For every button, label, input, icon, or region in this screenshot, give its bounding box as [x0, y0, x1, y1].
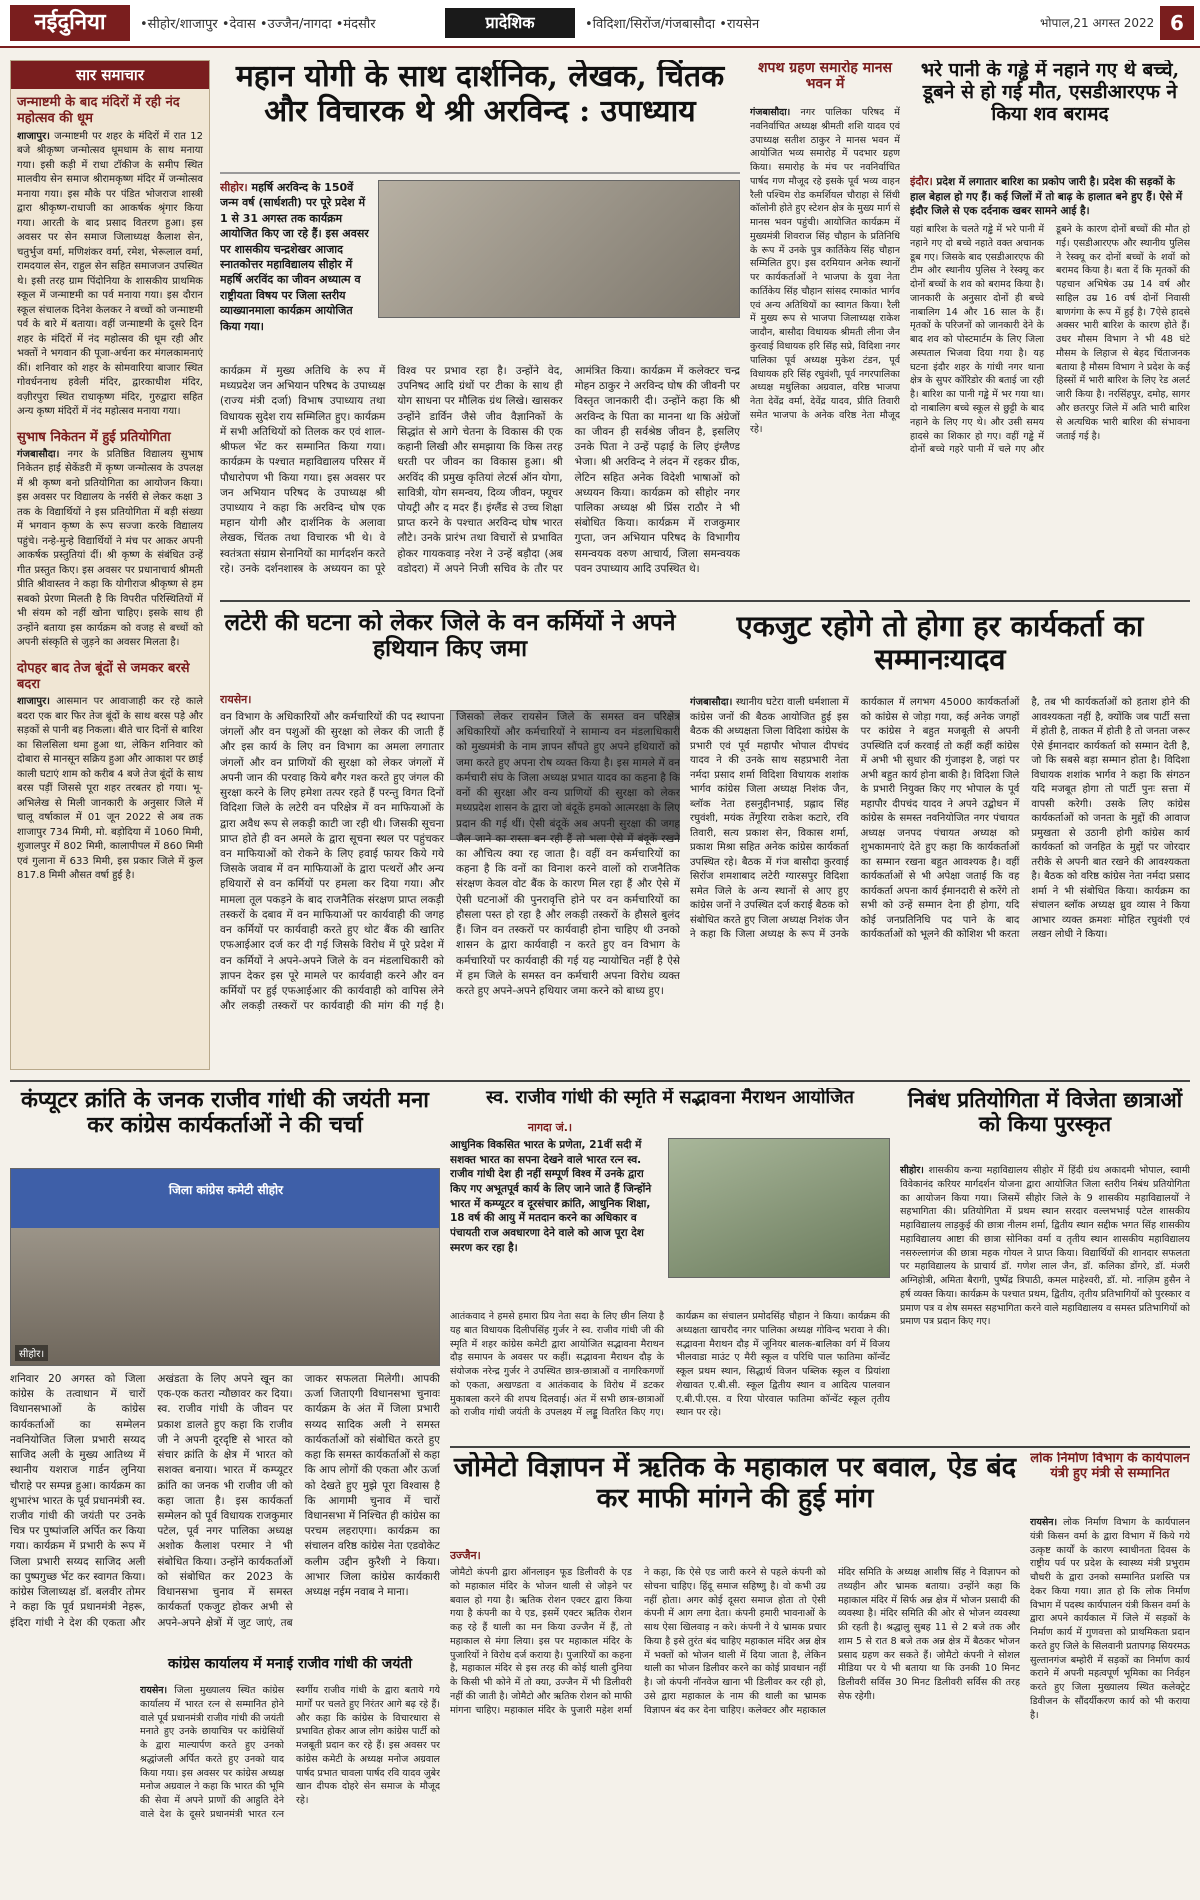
drowning-body: यहां बारिश के चलते गड्ढे में भरे पानी में नहाने गए दो बच्चे नहाते वक्त अचानक डूब गए। जिसके बाद एसडीआरएफ की टीम और स्थानीय पुलिस ने रेस्क्यू कर दोनों बच्चों के शव को बरामद किया है। जानकारी के अनुसार दोनों ही बच्चे नाबालिग 14 और 16 साल के हैं। मृतकों के परिजनों को जानकारी देने के बाद शव को पोस्टमार्टम के लिए जिला अस्पताल भिजवा दिया गया है। यह घटना इंदौर शहर के गांधी नगर थाना क्षेत्र के सुपर कॉरिडोर की बताई जा रही है। बारिश का पानी गड्ढे में भर गया था। दो नाबालिग बच्चे स्कूल से छुट्टी के बाद नहाने के लिए गए थे। और उसी समय हादसे का शिकार हो गए। वहीं गड्ढे में दोनों बच्चे गहरे पानी में चले गए और डूबने के कारण दोनों बच्चों की मौत हो गई। एसडीआरएफ और स्थानीय पुलिस ने रेस्क्यू कर दोनों बच्चों के शवों को बरामद किया है। बता दें कि मृतकों की पहचान अभिषेक उम्र 14 वर्ष और साहिल उम्र 16 वर्ष दोनों निवासी बाणगंगा के रूप में हुई है। 7ऐसे हादसे अक्सर भारी बारिश के कारण होते हैं। उधर मौसम विभाग ने भी 48 घंटे मौसम के लिहाज से बेहद चिंताजनक बताया है मौसम विभाग ने प्रदेश के कई हिस्सों में भारी बारिश के लिए रेड अलर्ट जारी किया है। नरसिंहपुर, दमोह, सागर और छतरपुर जिले में अति भारी बारिश से अत्यधिक भारी बारिश की संभावना जताई गई है।: [910, 224, 1190, 456]
drowning-headline: भरे पानी के गड्ढे में नहाने गए थे बच्चे, डूबने से हो गई मौत, एसडीआरएफ ने किया शव बरामद: [920, 60, 1180, 125]
forest-headline: लटेरी की घटना को लेकर जिले के वन कर्मियों ने अपने हथियान किए जमा: [224, 610, 676, 663]
drowning-lede: [910, 174, 1190, 219]
forest-dateline: रायसेन।: [220, 693, 252, 706]
brief-text: [11, 130, 209, 424]
drowning-article: [910, 174, 1190, 584]
zomato-headline: जोमेटो विज्ञापन में ऋतिक के महाकाल पर बवाल, ऐड बंद कर माफी मांगने की हुई मांग: [453, 1452, 1017, 1515]
oath-dateline: गंजबासौदा।: [750, 107, 791, 118]
marathon-headline: स्व. राजीव गांधी की स्मृति में सद्भावना मैराथन आयोजित: [486, 1088, 854, 1108]
brief-body: नगर के प्रतिष्ठित विद्यालय सुभाष निकेतन हाई सेकेंडरी में कृष्ण जन्मोत्सव के उपलक्ष में श्री कृष्ण बनो प्रतियोगिता का आयोजन किया। इस अवसर पर विद्यालय के नर्सरी से लेकर कक्षा 3 तक के विद्यार्थियों ने इस प्रतियोगिता में बड़ी संख्या में भगवान कृष्ण के रूप सज्जा करके विद्यालय पहुंचे। नन्हे-मुन्हे विद्यार्थियों ने मंच पर आकर अपनी आकर्षक प्रस्तुतियां दीं। श्री कृष्ण के संबंधित उन्हें गीत प्रस्तुत किए। इस अवसर पर प्रधानाचार्य श्रीमती प्रीति श्रीवास्तव ने कहा कि योगीराज श्रीकृष्ण से हम सबको प्रेरणा मिलती है कि विपरीत परिस्थितियों में भी संयम को नहीं खोना चाहिए। इसके साथ ही उन्होंने बताया इस कार्यक्रम को वजह से बच्चों को अपनी संस्कृति से जुड़ने का अवसर मिलता है।: [17, 448, 204, 649]
united-headline: एकजुट रहोगे तो होगा हर कार्यकर्ता का सम्मानःयादव: [736, 610, 1144, 677]
aurobindo-lede-text: महर्षि अरविन्द के 150वें जन्म वर्ष (सार्धशती) पर पूरे प्रदेश में 1 से 31 अगस्त तक कार्यक्रम आयोजित किए जा रहे हैं। इस अवसर पर शासकीय चन्द्रशेखर आजाद स्नातकोत्तर महाविद्यालय सीहोर में महर्षि अरविंद का जीवन अध्यात्म व राष्ट्रीयता विषय पर जिला स्तरीय व्याख्यानमाला कार्यक्रम आयोजित किया गया।: [220, 181, 369, 333]
masthead-left-towns: •सीहोर/शाजापुर •देवास •उज्जैन/नागदा •मंदसौर: [140, 17, 376, 32]
united-body: स्थानीय घटेरा वाली धर्मशाला में कांग्रेस जनों की बैठक आयोजित हुई इस बैठक की अध्यक्षता जिला विदिशा कांग्रेस के प्रभारी एवं पूर्व महापौर भोपाल दीपचंद यादव ने की उनके साथ सहप्रभारी नेता नर्मदा प्रसाद शर्मा विदिशा विधायक शशांक भार्गव कांग्रेस जिला अध्यक्ष निशंक जैन, ब्लॉक नेता हसनुद्दीनभाई, प्रह्लाद सिंह रघुवंशी, मयंक तेंगूरिया राकेश कटारे, रवि तिवारी, सत्य प्रकाश सेन, विकास शर्मा, प्रकाश मिश्रा सहित अनेक कांग्रेस कार्यकर्ता उपस्थित रहे। बैठक में गंज बासौदा कुरवाई सिरोंज शमशाबाद लटेरी ग्यारसपुर विदिशा समेत जिले के अन्य स्थानों से आए हुए कांग्रेस जनों ने उपस्थित दर्ज कराई बैठक को संबोधित करते हुए जिला अध्यक्ष निशंक जैन ने कहा कि जिला अध्यक्ष के रूप में उनके कार्यकाल में लगभग 45000 कार्यकर्ताओं को कांग्रेस से जोड़ा गया, कई अनेक जगहों पर कांग्रेस ने बहुत मजबूती से अपनी उपस्थिति दर्ज करवाई तो कहीं कहीं कांग्रेस में अभी भी सुधार की गुंजाइश है, जहां पर अभी बहुत कार्य होना बाकी है। विदिशा जिले के प्रभारी नियुक्त किए गए भोपाल के पूर्व महापौर दीपचंद यादव ने अपने उद्बोधन में कांग्रेस के समस्त नवनियोजित नगर पंचायत अध्यक्ष जनपद पंचायत अध्यक्ष को शुभकामनाएं देते हुए कहा कि कार्यकर्ताओं का सम्मान रखना बहुत आवश्यक है। वहीं कार्यकर्ताओं से भी अपेक्षा जताई कि वह कार्यकर्ता अपना कार्य ईमानदारी से करेंगे तो सभी को उन्हें सम्मान देना ही होगा, यदि कोई जनप्रतिनिधि पद पाने के बाद कार्यकर्ताओं को भूलने की कोशिश भी करता है, तब भी कार्यकर्ताओं को हताश होने की आवश्यकता नहीं है, क्योंकि जब पार्टी सत्ता में होती है, ताकत में होती है तो जनता जरूर ऐसे ईमानदार कार्यकर्ता को सम्मान देती है, जो कि सबसे बड़ा सम्मान होता है। विदिशा विधायक शशांक भार्गव ने कहा कि संगठन यदि मजबूत होगा तो पार्टी पुनः सत्ता में वापसी करेगी। उसके लिए कांग्रेस कार्यकर्ताओं को जनता के मुद्दों की आवाज प्रमुखता से उठानी होगी कांग्रेस कार्य कार्यकर्ता को जनहित के मुद्दों पर जोरदार तरीके से अपनी बात रखने की आवश्यकता है। बैठक को वरिष्ठ कांग्रेस नेता नर्मदा प्रसाद शर्मा ने भी संबोधित किया। कार्यक्रम का संचालन ब्लॉक अध्यक्ष ध्रुव व्यास ने किया आभार व्यक्त क्रमशः मोहित रघुवंशी एवं लखन लोधी ने किया।: [690, 697, 1190, 940]
united-dateline: गंजबासौदा।: [690, 697, 733, 708]
masthead: [0, 0, 1200, 48]
marathon-body: आतंकवाद ने हमसे हमारा प्रिय नेता सदा के लिए छीन लिया है यह बात विधायक दिलीपसिंह गुर्जर ने स्व. राजीव गांधी जी की स्मृति में शहर कांग्रेस कमेटी द्वारा आयोजित सद्भावना मैराथन दौड़ समापन के अवसर पर कहीं। सद्भावना मैराथन दौड़ के संयोजक नरेन्द्र गुर्जर ने उपस्थित छात्र-छात्राओं व नागरिकगणों को एकता, अखण्डता व आतंकवाद के विरोध में डटकर मुकाबला करने की शपथ दिलवाई। अंत में सभी छात्र-छात्राओं को राजीव गांधी जयंती के उपलक्ष्य में लड्डू वितरित किए गए। कार्यक्रम का संचालन प्रमोदसिंह चौहान ने किया। कार्यक्रम की अध्यक्षता खाचरौद नगर पालिका अध्यक्ष गोविन्द भरावा ने की। सद्भावना मैराथन दौड़ में जूनियर बालक-बालिका वर्ग में विजय भीलवाडा माउंट ए मैरी स्कूल व परिधि पाल फातिमा कॉन्वेंट स्कूल प्रथम स्थान, सिद्धार्थ विजन पब्लिक स्कूल व प्रियांशा शेखावत ए.बी.सी. स्कूल द्वितीय स्थान व आदित्य पालवान ए.बी.पी.एस. व रिया पोरवाल फातिमा कॉन्वेंट स्कूल तृतीय स्थान पर रहे।: [450, 1311, 890, 1419]
aurobindo-dateline: सीहोर।: [220, 181, 248, 194]
news-brief-sidebar: [10, 60, 210, 1070]
raisen-jayanti-headline: कांग्रेस कार्यालय में मनाई राजीव गांधी की जयंती: [168, 1656, 412, 1672]
zomato-body: जोमैटो कंपनी द्वारा ऑनलाइन फूड डिलीवरी के एड को महाकाल मंदिर के भोजन थाली से जोड़ने पर बवाल हो गया है। ऋतिक रोशन एक्टर द्वारा किया गया है कंपनी का ये एड, इसमें एक्टर ऋतिक रोशन कह रहे हैं थाली का मन किया उज्जैन में हैं, तो महाकाल से मंगा लिया। इस पर महाकाल मंदिर के पुजारियों ने विरोध दर्ज कराया है। पुजारियों का कहना है, महाकाल मंदिर से इस तरह की कोई थाली दुनिया के किसी भी कोने में तो क्या, उज्जैन में भी डिलीवरी नहीं की जाती है। जोमैटो और ऋतिक रोशन को माफी मांगना चाहिए। महाकाल मंदिर के पुजारी महेश शर्मा ने कहा, कि ऐसे एड जारी करने से पहले कंपनी को सोचना चाहिए। हिंदू समाज सहिष्णु है। वो कभी उग्र नहीं होता। अगर कोई दूसरा समाज होता तो ऐसी कंपनी में आग लगा देता। कंपनी हमारी भावनाओं के साथ ऐसा खिलवाड़ न करे। कंपनी ने ये भ्रामक प्रचार किया है इसे तुरंत बंद चाहिए महाकाल मंदिर अन्न क्षेत्र में भक्तों को भोजन थाली में दिया जाता है, लेकिन थाली का भोजन डिलीवर करने का कोई प्रावधान नहीं है। जो कंपनी नॉनवेज खाना भी डिलीवर कर रही हो, उसे द्वारा महाकाल के नाम की थाली का भ्रामक विज्ञापन बंद कर देना चाहिए। कलेक्टर और महाकाल मंदिर समिति के अध्यक्ष आशीष सिंह ने विज्ञापन को तथ्यहीन और भ्रामक बताया। उन्होंने कहा कि महाकाल मंदिर में सिर्फ अन्न क्षेत्र में भोजन प्रसादी की व्यवस्था है। मंदिर समिति की ओर से भोजन व्यवस्था फ्री रहती है। श्रद्धालु सुबह 11 से 2 बजे तक और शाम 5 से रात 8 बजे तक अन्न क्षेत्र में बैठकर भोजन प्रसाद ग्रहण कर सकते हैं। जोमैटो कंपनी ने सोशल मीडिया पर ये भी बताया था कि उनकी 10 मिनट डिलीवरी सर्विस 30 मिनट डिलीवरी सर्विस की तरह सेफ रहेगी।: [450, 1567, 1020, 1716]
essay-body: शासकीय कन्या महाविद्यालय सीहोर में हिंदी ग्रंथ अकादमी भोपाल, स्वामी विवेकानंद करियर मार्गदर्शन योजना द्वारा आयोजित जिला स्तरीय निबंध प्रतियोगिता का आयोजन किया गया। जिसमें सीहोर जिले के 9 शासकीय महाविद्यालयों ने सहभागिता की। प्रतियोगिता में प्रथम स्थान सरदार वल्लभभाई पटेल शासकीय महाविद्यालय लाड़कुई की छात्रा नीलम शर्मा, द्वितीय स्थान सद्दीक भगत सिंह शासकीय महाविद्यालय आष्टा की छात्रा सोनिका वर्मा व तृतीय स्थान शासकीय महाविद्यालय नसरुल्लागंज की छात्रा महक गोयल ने प्राप्त किया। विद्यार्थियों की शानदार सफलता पर महाविद्यालय के प्राचार्य डॉ. गणेश लाल जैन, डॉ. कलिका डोंगरे, डॉ. मंजरी अग्निहोत्री, अमिता बैरागी, पुष्पेंद्र त्रिपाठी, कमल माहेश्वरी, डॉ. मो. नाज़िम हुसैन ने हर्ष व्यक्त किया। कार्यक्रम के पश्चात प्रथम, द्वितीय, तृतीय प्रतिभागियों को पुरस्कार व प्रमाण पत्र व शेष समस्त सहभागिता करने वाले महाविद्यालय व समस्त प्रतिभागियों को प्रमाण पत्र प्रदान किए गए।: [900, 1165, 1190, 1328]
raisen-jayanti-article: [140, 1684, 440, 1894]
essay-article: [900, 1164, 1190, 1440]
aurobindo-body: कार्यक्रम में मुख्य अतिथि के रुप में मध्यप्रदेश जन अभियान परिषद के उपाध्यक्ष (राज्य मंत्री दर्जा) विभाष उपाध्याय तथा विधायक सुदेश राय सम्मिलित हुए। कार्यक्रम में सभी अतिथियों को तिलक कर एवं शाल-श्रीफल भेंट कर सम्मानित किया गया। कार्यक्रम के पश्चात महाविद्यालय परिसर में पौधारोपण भी किया गया। इस अवसर पर जन अभियान परिषद के उपाध्यक्ष श्री उपाध्याय ने कहा कि अरविन्द घोष एक महान योगी और दार्शनिक के अलावा लेखक, चिंतक तथा विचारक भी थे। वे स्वतंत्रता संग्राम सेनानियों का मार्गदर्शन करते रहे। उनके दर्शनशास्त्र के अध्ययन का पूरे विश्व पर प्रभाव रहा है। उन्होंने वेद, उपनिषद आदि ग्रंथों पर टीका के साथ ही योग साधना पर मौलिक ग्रंथ लिखे। खासकर उन्होंने डार्विन जैसे जीव वैज्ञानिकों के सिद्धांत से आगे चेतना के विकास की एक कहानी लिखी और समझाया कि किस तरह धरती पर जीवन का विकास हुआ। श्री अरविंद की प्रमुख कृतियां लेटर्स ऑन योगा, सावित्री, योग समन्वय, दिव्य जीवन, फ्यूचर पोयट्री और द मदर हैं। इंग्लैंड से उच्च शिक्षा प्राप्त करने के पश्चात अरविन्द घोष भारत लौटे। उनके प्रारंभ तथा विचारों से प्रभावित होकर गायकवाड़ नरेश ने उन्हें बड़ौदा (अब वडोदरा) में अपने निजी सचिव के तौर पर आमंत्रित किया। कार्यक्रम में कलेक्टर चन्द्र मोहन ठाकुर ने अरविन्द घोष की जीवनी पर विस्तृत जानकारी दी। उन्होंने कहा कि श्री अरविन्द के पिता का मानना था कि अंग्रेजों का जीवन ही सर्वश्रेष्ठ जीवन है, इसलिए उनके पिता ने उन्हें पढ़ाई के लिए इंग्लैण्ड भेजा। श्री अरविन्द ने लंदन में रहकर ग्रीक, लेटिन सहित अनेक विदेशी भाषाओं को अध्ययन किया। कार्यक्रम को सीहोर नगर पालिका अध्यक्ष श्री प्रिंस राठौर ने भी संबोधित किया। कार्यक्रम में राजकुमार गुप्ता, जन अभियान परिषद के विभागीय समन्वयक वरुण आचार्य, जिला समन्वयक पवन उपाध्याय आदि उपस्थित थे।: [220, 365, 740, 575]
section-name: प्रादेशिक: [445, 8, 575, 38]
drowning-lede-text: प्रदेश में लगातार बारिश का प्रकोप जारी है। प्रदेश की सड़कों के हाल बेहाल हो गए हैं। कई जिलों में तो बाढ़ के हालात बने हुए हैं। ऐसे में इंदौर जिले से एक दर्दनाक खबर सामने आई है।: [910, 176, 1183, 218]
brief-text: [11, 448, 209, 655]
essay-dateline: सीहोर।: [900, 1165, 924, 1176]
edition-date: भोपाल,21 अगस्त 2022: [1040, 16, 1155, 30]
brief-body: जन्माष्टमी पर शहर के मंदिरों में रात 12 बजे श्रीकृष्ण जन्मोत्सव धूमधाम के साथ मनाया गया। इसी कड़ी में राधा टॉकीज के समीप स्थित मालवीय सेन समाज श्रीरामकृष्ण मंदिर में जन्मोत्सव मनाया गया। इस मौके पर पंडित भोजराज शास्त्री द्वारा श्रीकृष्ण-राधाजी का आकर्षक श्रृंगार किया गया। आरती के बाद प्रसाद वितरण हुआ। इस अवसर पर सेन समाज जिलाध्यक्ष कैलाश सेन, चतुर्भुज वर्मा, मणिशंकर वर्मा, रमेश, भेरूलाल वर्मा, रामदयाल सेन, राहुल सेन सहित समाजजन उपस्थित थे। इसी तरह ग्राम पिंदोनिया के शासकीय प्राथमिक स्कूल में जन्माष्टमी का पर्व मनाया गया। इस दौरान स्कूल संचालक दिनेश केलकर ने बच्चों को जन्माष्टमी पर्व के बारे में बताया। वहीं जन्माष्टमी के दूसरे दिन शहर के मंदिरों में नंद महोत्सव की धूम रही और भक्तों ने भगवान की पूजा-अर्चना कर मंगलकामनाएं कीं। शनिवार को शहर के सोमवारिया बाजार स्थित गोवर्धननाथ हवेली मंदिर, द्वारकाधीश मंदिर, वज़ीरपुरा स्थित राधाकृष्ण मंदिर, गुरुद्वारा सहित अन्य कृष्ण मंदिरों में नंद महोत्सव मनाया गया।: [17, 130, 203, 417]
oath-headline: शपथ ग्रहण समारोह मानस भवन में: [758, 60, 892, 93]
brief-text: [11, 695, 209, 888]
section-rule: [450, 1446, 1190, 1448]
raisen-jayanti-body: जिला मुख्यालय स्थित कांग्रेस कार्यालय में भारत रत्न से सम्मानित होने वाले पूर्व प्रधानमंत्री राजीव गांधी की जयंती मनाते हुए उनके छायाचित्र पर कांग्रेसियों के द्वारा माल्यार्पण करते हुए उनको श्रद्धांजली अर्पित करते हुए उनको याद किया गया। इस अवसर पर कांग्रेस अध्यक्ष मनोज अग्रवाल ने कहा कि भारत की भूमि की सेवा में अपने प्राणों की आहुति देने वाले देश के दूसरे प्रधानमंत्री भारत रत्न स्वर्गीय राजीव गांधी के द्वारा बताये गये मार्गों पर चलते हुए निरंतर आगे बढ़ रहे हैं। और कहा कि कांग्रेस के विचारधारा से प्रभावित होकर आज लोग कांग्रेस पार्टी को मजबूती प्रदान कर रहे हैं। इस अवसर पर कांग्रेस कमेटी के अध्यक्ष मनोज अग्रवाल पार्षद प्रभात चावला पार्षद रवि यादव जुबेर खान दीपक दोहरे सेन समाज के मौजूद रहे।: [140, 1685, 440, 1820]
brief-dateline: शाजापुर।: [17, 130, 50, 142]
brief-headline: जन्माष्टमी के बाद मंदिरों में रही नंद महोत्सव की धूम: [17, 95, 180, 127]
section-rule: [220, 600, 1190, 602]
pwd-body: लोक निर्माण विभाग के कार्यपालन यंत्री किसन वर्मा के द्वारा विभाग में किये गये उत्कृष्ट कार्यों के कारण स्वाधीनता दिवस के राष्ट्रीय पर्व पर प्रदेश के स्वास्थ्य मंत्री प्रभुराम चौधरी के द्वारा उनको सम्मानित प्रशस्ति पत्र देकर किया गया। ज्ञात हो कि लोक निर्माण विभाग में पदस्थ कार्यपालन यंत्री किसन वर्मा के द्वारा अपने कार्यकाल में जिले में सड़कों के निर्माण कार्य में गुणवत्ता को प्राथमिकता प्रदान करते हुए जिले के सिलवानी प्रतापगढ़ सियरमऊ सुल्तानगंज बम्होरी में सड़कों का निर्माण कार्य कराने में अपनी महत्वपूर्ण भूमिका का निर्वहन करते हुए जिला मुख्यालय स्थित कलेक्ट्रेट डिवीजन के सौंदर्यीकरण कार्य को भी कराया है।: [1030, 1517, 1190, 1721]
sidebar-title: सार समाचार: [11, 61, 209, 89]
computer-body: शनिवार 20 अगस्त को जिला कांग्रेस के तत्वाधान में चारों विधानसभाओं के कांग्रेस कार्यकर्ताओं का सम्मेलन नवनियोजित जिला प्रभारी सय्यद साजिद अली के मुख्य आतिथ्य में स्थानीय यशराज गार्डन लुनिया चौराहे पर सम्पन्न हुआ। कार्यक्रम का शुभारंभ भारत के पूर्व प्रधानमंत्री स्व. राजीव गांधी की जयंती पर उनके चित्र पर पुष्पांजलि अर्पित कर किया गया। कार्यक्रम में प्रभारी के रूप में जिला प्रभारी सय्यद साजिद अली का पुष्पगुच्छ भेंट कर स्वागत किया। कांग्रेस जिलाध्यक्ष डॉ. बलवीर तोमर ने कहा कि पूर्व प्रधानमंत्री नेहरू, इंदिरा गांधी ने देश की एकता और अखंडता के लिए अपने खून का एक-एक कतरा न्यौछावर कर दिया। स्व. राजीव गांधी के जीवन पर प्रकाश डालते हुए कहा कि राजीव जी ने अपनी दूरदृष्टि से भारत को संचार क्रांति के क्षेत्र में भारत को सशक्त बनाया। भारत में कम्प्यूटर क्रांति का जनक भी राजीव जी को कहा जाता है। इस कार्यकर्ता सम्मेलन को पूर्व विधायक राजकुमार पटेल, पूर्व नगर पालिका अध्यक्ष अशोक कैलाश परमार ने भी संबोधित किया। उन्होंने कार्यकर्ताओं को संबोधित कर 2023 के विधानसभा चुनाव में समस्त कार्यकर्ता एकजुट होकर अभी से अपने-अपने क्षेत्रों में जुट जाएं, तब जाकर सफलता मिलेगी। आपकी ऊर्जा जिताएगी विधानसभा चुनावः कार्यक्रम के अंत में जिला प्रभारी सय्यद सादिक अली ने समस्त कार्यकर्ताओं को संबोधित करते हुए कहा कि समस्त कार्यकर्ताओं से कहा कि आप लोगों की एकता और ऊर्जा को देखते हुए मुझे पूरा विश्वास है कि आगामी चुनाव में चारों विधानसभा में निश्चित ही कांग्रेस का परचम लहराएगा। कार्यक्रम का संचालन वरिष्ठ कांग्रेस नेता एडवोकेट कलीम उद्दीन कुरैशी ने किया। आभार जिला कांग्रेस कार्यकारी अध्यक्ष नईम नवाब ने माना।: [10, 1373, 440, 1629]
brief-dateline: शाजापुर।: [17, 696, 50, 708]
computer-headline: कंप्यूटर क्रांति के जनक राजीव गांधी की जयंती मना कर कांग्रेस कार्यकर्ताओं ने की चर्चा: [20, 1088, 430, 1139]
drowning-dateline: इंदौर।: [910, 175, 933, 188]
raisen-jayanti-dateline: रायसेन।: [140, 1685, 168, 1696]
divider: [220, 172, 740, 174]
oath-body: [750, 106, 900, 584]
brief-headline: दोपहर बाद तेज बूंदों से जमकर बरसे बदरा: [17, 660, 190, 692]
pwd-article: [1030, 1516, 1190, 1894]
marathon-dateline: नागदा जं.।: [527, 1121, 573, 1134]
congress-banner-text: जिला कांग्रेस कमेटी सीहोर: [168, 1183, 284, 1197]
zomato-dateline: उज्जैन।: [450, 1549, 481, 1562]
brief-dateline: गंजबासौदा।: [17, 448, 60, 460]
brief-headline: सुभाष निकेतन में हुई प्रतियोगिता: [17, 429, 171, 445]
page-number: 6: [1160, 6, 1194, 40]
oath-text: नगर पालिका परिषद में नवनिर्वाचित अध्यक्ष श्रीमती शशि यादव एवं उपाध्यक्ष सतीश ठाकुर ने मानस भवन में आयोजित भव्य समारोह में पदभार ग्रहण किया। समारोह के मंच पर नवनिर्वाचित पार्षद गण मौजूद रहे इसके पूर्व भव्य वाहन रैली पश्चिम रोड कमर्शियल चौराहा से सिंधी कॉलोनी होते हुए स्टेशन क्षेत्र के मुख्य मार्ग से मानस भवन पहुंची। आयोजित कार्यक्रम में मुख्यमंत्री शिवराज सिंह चौहान के प्रतिनिधि के रूप में उनके पुत्र कार्तिकेय सिंह चौहान सम्मिलित हुए। इस दरमियान अनेक स्थानों पर कार्यकर्ताओं ने भाजपा के युवा नेता कार्तिकेय सिंह चौहान सांसद रमाकांत भार्गव एवं अन्य अतिथियों का स्वागत किया। रैली में मुख्य रूप से भाजपा जिलाध्यक्ष राकेश जादौन, बासौदा विधायक श्रीमती लीना जैन कुरवाई विधायक हरि सिंह सप्रे, विदिशा नगर पालिका पूर्व अध्यक्ष मुकेश टंडन, पूर्व विधायक हरि सिंह रघुवंशी, पूर्व नगरपालिका अध्यक्ष मधुलिका अग्रवाल, वरिष्ठ भाजपा नेता देवेंद्र वर्मा, देवेंद्र यादव, प्रीति तिवारी समेत भाजपा के अनेक वरिष्ठ नेता मौजूद रहे।: [750, 107, 900, 435]
forest-body: वन विभाग के अधिकारियों और कर्मचारियों की पद स्थापना जंगलों और वन पशुओं की सुरक्षा को लेकर की जाती हैं और इस कार्य के लिए वन विभाग का अमला लगातार जंगलों और वन प्राणियों की सुरक्षा को लेकर जंगलों में अपनी जान की परवाह किये बगैर गश्त करते हुए जंगल की सुरक्षा करने के लिए हमेशा तत्पर रहते हैं परन्तु विगत दिनों विदिशा जिले के लटेरी वन परिक्षेत्र में वन माफियाओं के द्वारा अवैध रूप से लकड़ी काटी जा रही थी। जिसकी सूचना प्राप्त होते ही वन अमले के द्वारा सूचना स्थल पर पहुंचकर वन माफियाओं को रोकने के लिए हवाई फायर किये गये जिसके जवाब में वन माफियाओं के द्वारा पत्थरों और अन्य हथियारों से वन कर्मियों पर हमला कर दिया गया। और मामला तूल पकड़ने के बाद राजनैतिक संरक्षण प्राप्त लकड़ी तस्करों के दबाव में वन माफियाओं पर कार्यवाही की जगह वन कर्मियों पर कार्यवाही करते हुए थोट बैंक की खातिर एफआईआर दर्ज कर दी गई जिसके विरोध में पूरे प्रदेश में वन कर्मियों ने अपने-अपने जिले के वन मंडलाधिकारी को ज्ञापन देकर इस पूरे मामले पर कार्यवाही करने और वन कर्मियों पर हुई एफआईआर की कार्यवाही को वापिस लेने और लकड़ी तस्करों पर कार्यवाही की मांग की गई है। जिसको लेकर रायसेन जिले के समस्त वन परिक्षेत्र अधिकारियों और कर्मचारियों ने सामान्य वन मंडलाधिकारी को मुख्यमंत्री के नाम ज्ञापन सौंपते हुए अपने हथियारों को जमा करते हुए अपना रोष व्यक्त किया है। इस मामले में वन कर्मचारी संघ के जिला अध्यक्ष प्रभात यादव का कहना है कि वनों की सुरक्षा और वन्य प्राणियों की सुरक्षा को लेकर मध्यप्रदेश शासन के द्वारा जो बंदूकें हमको आत्मरक्षा के लिए प्रदान की गई थीं। ऐसी बंदूकें अब अपनी सुरक्षा की जगह जैल जाने का रास्ता बन रही हैं तो भला ऐसे में बंदूकें रखने का औचित्य क्या रह जाता है। वहीं वन कर्मचारियों का कहना है कि वनों का विनाश करने वालों को राजनैतिक संरक्षण केवल वोट बैंक के कारण मिल रहा हैं और ऐसे में ऐसी घटनाओं की पुनरावृत्ति होने पर वन कर्मचारियों का हौसला पस्त हो रहा है और लकड़ी तस्करों के हौसले बुलंद हैं। जिन वन तस्करों पर कार्यवाही होना चाहिए थी उनको शासन के द्वारा कार्यवाही न करते हुए वन विभाग के कर्मचारियों पर कार्यवाही की गई यह न्यायोचित नहीं है ऐसे में हम जिले के समस्त वन कर्मचारी अपना विरोध व्यक्त करते हुए अपने-अपने हथियार जमा करने को बाध्य हुए।: [220, 711, 680, 1013]
united-article: [690, 696, 1190, 1070]
marathon-runners-photo: [668, 1138, 890, 1278]
marathon-lede: आधुनिक विकसित भारत के प्रणेता, 21वीं सदी में सशक्त भारत का सपना देखने वाले भारत रत्न स्व. राजीव गांधी देश ही नहीं सम्पूर्ण विश्व में उनके द्वारा किए गए अभूतपूर्व कार्य के लिए जाने जाते हैं जिन्होंने भारत में कम्प्यूटर व दूरसंचार क्रांति, आधुनिक शिक्षा, 18 वर्ष की आयु में मतदान करने का अधिकार व पंचायती राज अवधारणा देने वाले को आज पूरा देश स्मरण कर रहा है।: [450, 1139, 652, 1254]
pwd-headline: लोक निर्माण विभाग के कार्यपालन यंत्री हुए मंत्री से सम्मानित: [1030, 1452, 1190, 1481]
essay-headline: निबंध प्रतियोगिता में विजेता छात्राओं को किया पुरस्कृत: [907, 1088, 1183, 1137]
brief-body: आसमान पर आवाजाही कर रहे काले बदरा एक बार फिर तेज बूंदों के साथ बरस पड़े और सड़कों से पानी बह निकला। बीते चार दिनों से बारिश का सिलसिला थमा हुआ था, लेकिन शनिवार को दोबारा से मानसून सक्रिय हुआ और आकाश पर छाई काली घटाएं शाम को करीब 4 बजे तेज बूंदों के साथ बरस पड़ीं जिससे पूरा शहर तरबतर हो गया। भू-अभिलेख से मिली जानकारी के अनुसार जिले में चालू वर्षाकाल में 01 जून 2022 से अब तक शाजापुर 734 मिमी, मो. बड़ोदिया में 1060 मिमी, शुजालपुर में 802 मिमी, कालापीपल में 860 मिमी एवं गुलाना में 633 मिमी, इस प्रकार जिले में कुल 817.8 मिमी औसत वर्षा हुई है।: [17, 696, 203, 882]
newspaper-logo: नईदुनिया: [10, 5, 130, 41]
aurobindo-event-photo: [378, 180, 740, 318]
photo-caption: सीहोर।: [15, 1345, 48, 1361]
aurobindo-lede: [220, 180, 370, 360]
pwd-dateline: रायसेन।: [1030, 1517, 1058, 1528]
aurobindo-headline: महान योगी के साथ दार्शनिक, लेखक, चिंतक और विचारक थे श्री अरविन्द : उपाध्याय: [235, 60, 725, 129]
section-rule: [10, 1080, 1190, 1082]
congress-meeting-photo: [10, 1168, 440, 1366]
masthead-right-towns: •विदिशा/सिरोंज/गंजबासौदा •रायसेन: [585, 17, 760, 32]
